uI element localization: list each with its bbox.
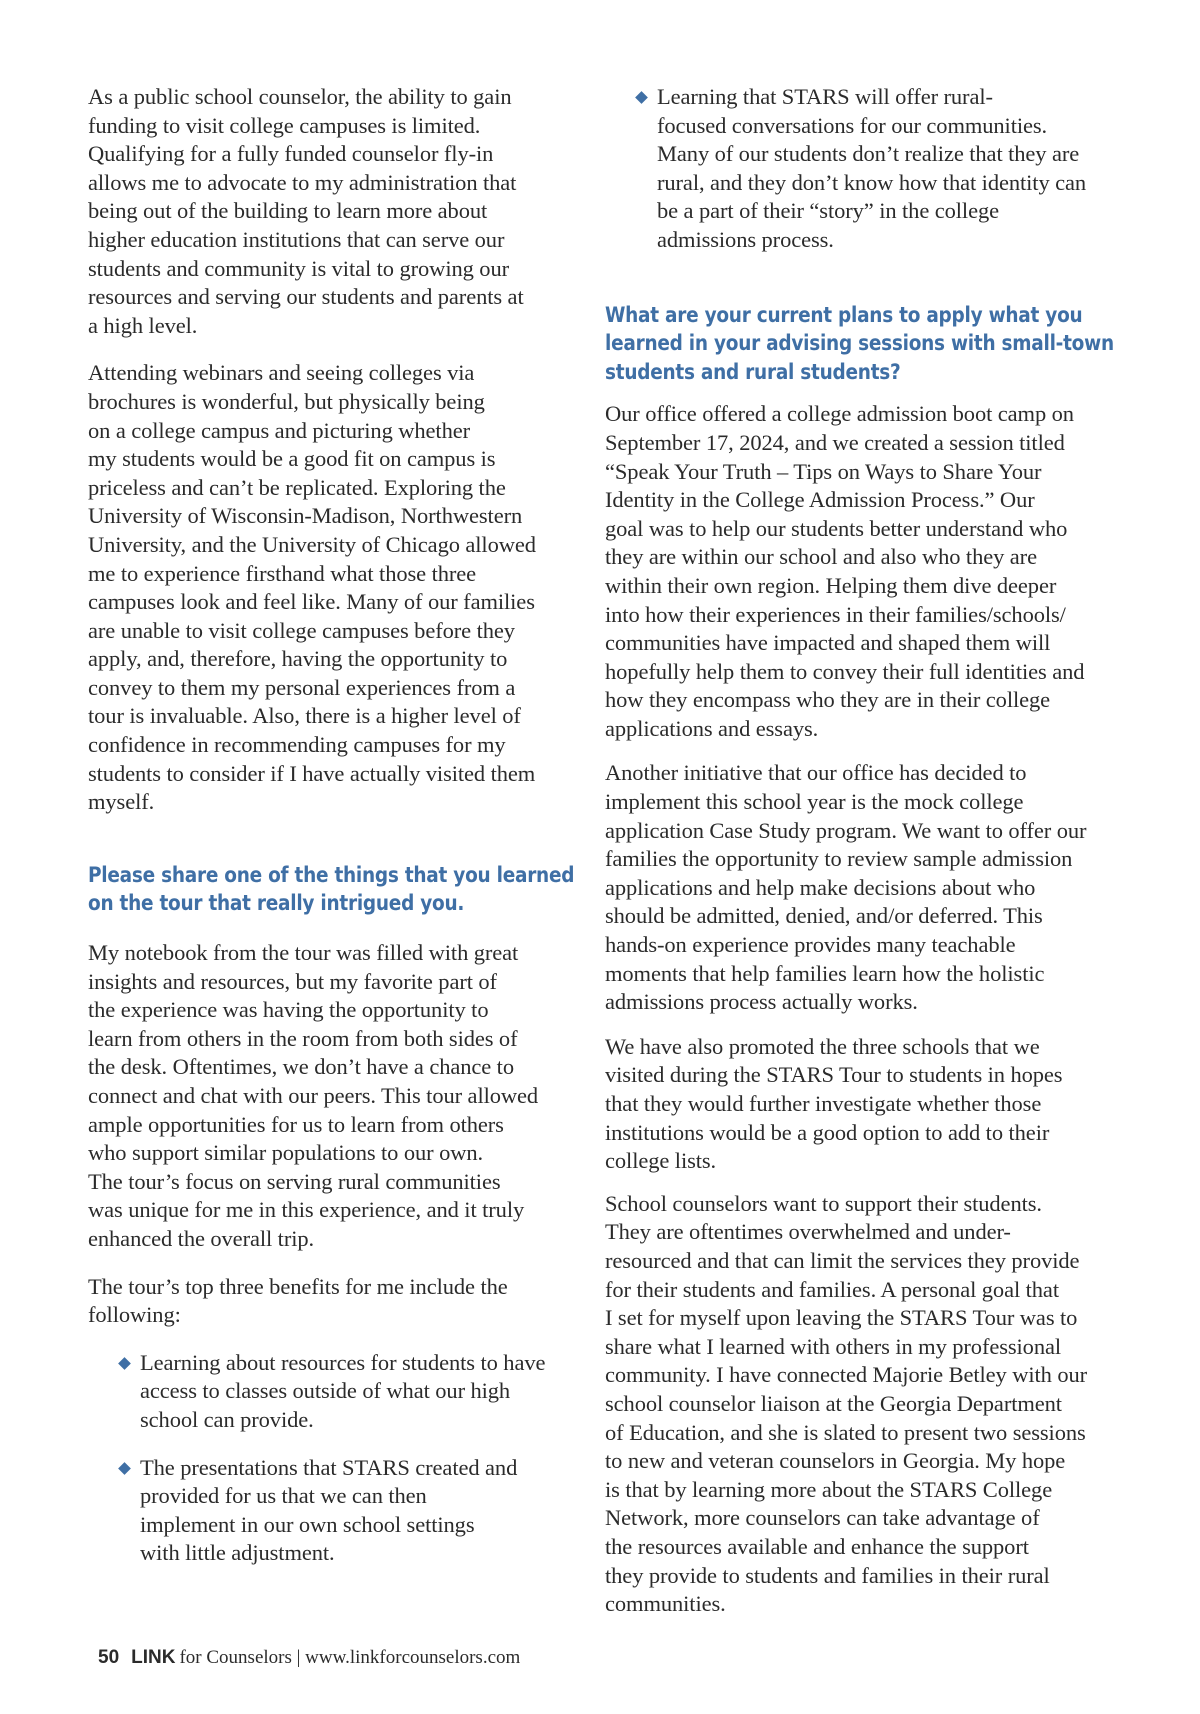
text-line: University, and the University of Chicago allowed <box>88 531 536 557</box>
text-line: application Case Study program. We want to offer our <box>605 817 1087 843</box>
text-line: hopefully help them to convey their full identities and <box>605 658 1085 684</box>
text-line: School counselors want to support their students. <box>605 1190 1042 1216</box>
text-line: on a college campus and picturing whether <box>88 417 471 443</box>
text-line: following: <box>88 1302 181 1328</box>
text-line: Our office offered a college admission boot camp on <box>605 401 1074 427</box>
text-line: visited during the STARS Tour to students in hopes <box>605 1062 1063 1088</box>
text-line: We have also promoted the three schools that we <box>605 1033 1040 1059</box>
text-line: As a public school counselor, the ability to gain <box>88 84 512 109</box>
text-line: communities. <box>605 1591 726 1617</box>
text-line: the desk. Oftentimes, we don’t have a chance to <box>88 1054 514 1080</box>
text-line: goal was to help our students better understand who <box>605 515 1068 541</box>
text-line: college lists. <box>605 1148 717 1174</box>
text-line: to new and veteran counselors in Georgia. My hope <box>605 1448 1066 1474</box>
text-line: insights and resources, but my favorite part of <box>88 968 497 994</box>
diamond-bullet-icon <box>635 91 648 104</box>
text-line: school counselor liaison at the Georgia Department <box>605 1390 1062 1416</box>
bullet-text <box>140 1454 578 1568</box>
list-item <box>635 83 1125 255</box>
text-line: They are oftentimes overwhelmed and under- <box>605 1219 1011 1245</box>
text-line: into how their experiences in their families/schools/ <box>605 601 1066 627</box>
text-line: learned in your advising sessions with small-town <box>605 331 1114 357</box>
text-line: funding to visit college campuses is limited. <box>88 112 481 138</box>
text-line: focused conversations for our communities. <box>657 112 1048 138</box>
benefits-list-continued <box>635 83 1125 255</box>
text-line: hands-on experience provides many teachable <box>605 932 1016 958</box>
text-line: Learning about resources for students to have <box>140 1349 546 1375</box>
text-line: Please share one of the things that you learned <box>88 862 575 888</box>
page-footer <box>98 1646 520 1670</box>
text-line: applications and essays. <box>605 715 819 741</box>
text-line: share what I learned with others in my professional <box>605 1333 1062 1359</box>
text-line: apply, and, therefore, having the opportunity to <box>88 646 508 672</box>
text-line: allows me to advocate to my administration that <box>88 169 517 195</box>
text-line: applications and help make decisions about who <box>605 874 1036 900</box>
heading-learned-on-tour <box>88 862 575 919</box>
text-line: with little adjustment. <box>140 1540 335 1566</box>
text-line: implement in our own school settings <box>140 1511 475 1537</box>
publication-name: LINK <box>131 1647 176 1668</box>
text-line: are unable to visit college campuses before they <box>88 617 515 643</box>
paragraph-notebook <box>88 939 578 1254</box>
text-line: is that by learning more about the STARS College <box>605 1476 1053 1502</box>
text-line: convey to them my personal experiences from a <box>88 674 516 700</box>
text-line: University of Wisconsin-Madison, Northwestern <box>88 503 523 529</box>
text-line: brochures is wonderful, but physically being <box>88 388 485 414</box>
text-line: My notebook from the tour was filled with great <box>88 940 519 966</box>
text-line: for their students and families. A personal goal that <box>605 1276 1059 1302</box>
bullet-text <box>140 1349 578 1435</box>
text-line: that they would further investigate whether those <box>605 1091 1042 1116</box>
right-column <box>605 0 1125 1619</box>
text-line: institutions would be a good option to add to their <box>605 1119 1050 1145</box>
left-column <box>88 0 578 1568</box>
text-line: they provide to students and families in their rural <box>605 1562 1050 1588</box>
list-item <box>118 1349 578 1435</box>
paragraph-boot-camp <box>605 400 1125 743</box>
text-line: be a part of their “story” in the college <box>657 198 1000 224</box>
text-line: Many of our students don’t realize that they are <box>657 141 1080 167</box>
text-line: who support similar populations to our own. <box>88 1140 484 1166</box>
text-line: September 17, 2024, and we created a session titled <box>605 429 1065 455</box>
text-line: tour is invaluable. Also, there is a higher level of <box>88 703 521 729</box>
text-line: on the tour that really intrigued you. <box>88 891 465 917</box>
text-line: families the opportunity to review sample admission <box>605 846 1073 872</box>
text-line: provided for us that we can then <box>140 1483 427 1509</box>
text-line: was unique for me in this experience, and it truly <box>88 1197 525 1223</box>
text-line: my students would be a good fit on campus is <box>88 446 496 472</box>
diamond-bullet-icon <box>118 1462 131 1475</box>
text-line: access to classes outside of what our high <box>140 1378 511 1404</box>
text-line: they are within our school and also who they are <box>605 544 1037 570</box>
paragraph-benefits-intro <box>88 1273 578 1330</box>
text-line: learn from others in the room from both sides of <box>88 1025 518 1051</box>
text-line: of Education, and she is slated to present two sessions <box>605 1419 1086 1445</box>
text-line: resourced and that can limit the services they provide <box>605 1247 1080 1273</box>
text-line: students to consider if I have actually visited them <box>88 760 536 786</box>
text-line: the experience was having the opportunity to <box>88 997 489 1023</box>
text-line: The presentations that STARS created and <box>140 1454 518 1480</box>
text-line: students and rural students? <box>605 359 901 385</box>
text-line: me to experience firsthand what those three <box>88 560 477 586</box>
paragraph-promoted-schools <box>605 1033 1125 1176</box>
benefits-list <box>118 1349 578 1568</box>
text-line: community. I have connected Majorie Betley with our <box>605 1362 1088 1388</box>
text-line: Network, more counselors can take advantage of <box>605 1505 1040 1531</box>
text-line: Another initiative that our office has decided to <box>605 760 1027 786</box>
text-line: implement this school year is the mock college <box>605 789 1024 815</box>
diamond-bullet-icon <box>118 1357 131 1370</box>
text-line: communities have impacted and shaped them will <box>605 630 1051 656</box>
text-line: myself. <box>88 789 155 815</box>
paragraph-webinars <box>88 359 578 817</box>
text-line: I set for myself upon leaving the STARS Tour was to <box>605 1305 1078 1331</box>
text-line: being out of the building to learn more about <box>88 198 488 224</box>
text-line: a high level. <box>88 312 198 338</box>
bullet-text <box>657 83 1125 255</box>
heading-current-plans <box>605 302 1114 388</box>
text-line: campuses look and feel like. Many of our families <box>88 589 535 615</box>
text-line: “Speak Your Truth – Tips on Ways to Share Your <box>605 458 1042 484</box>
paragraph-case-study <box>605 759 1125 1016</box>
text-line: rural, and they don’t know how that identity can <box>657 169 1087 195</box>
text-line: school can provide. <box>140 1406 314 1432</box>
text-line: students and community is vital to growing our <box>88 255 509 281</box>
text-line: Identity in the College Admission Process.” Our <box>605 487 1035 513</box>
text-line: the resources available and enhance the support <box>605 1533 1029 1559</box>
text-line: What are your current plans to apply what you <box>605 302 1083 328</box>
paragraph-funding <box>88 83 578 340</box>
text-line: higher education institutions that can serve our <box>88 226 505 252</box>
text-line: priceless and can’t be replicated. Exploring the <box>88 474 506 500</box>
text-line: resources and serving our students and parents at <box>88 284 524 310</box>
text-line: admissions process. <box>657 226 834 252</box>
list-item <box>118 1454 578 1568</box>
text-line: enhanced the overall trip. <box>88 1225 315 1251</box>
paragraph-school-counselors <box>605 1190 1125 1619</box>
text-line: within their own region. Helping them dive deeper <box>605 572 1057 598</box>
text-line: moments that help families learn how the holistic <box>605 960 1045 986</box>
text-line: Learning that STARS will offer rural- <box>657 84 993 109</box>
footer-site: for Counselors | www.linkforcounselors.com <box>179 1647 521 1668</box>
text-line: should be admitted, denied, and/or deferred. This <box>605 903 1043 929</box>
text-line: confidence in recommending campuses for my <box>88 732 506 758</box>
text-line: how they encompass who they are in their college <box>605 687 1051 713</box>
text-line: The tour’s focus on serving rural communities <box>88 1168 501 1194</box>
text-line: The tour’s top three benefits for me include the <box>88 1273 508 1299</box>
text-line: admissions process actually works. <box>605 989 918 1015</box>
page-number: 50 <box>98 1647 120 1668</box>
text-line: Qualifying for a fully funded counselor fly-in <box>88 141 494 167</box>
text-line: connect and chat with our peers. This tour allowed <box>88 1083 539 1108</box>
text-line: Attending webinars and seeing colleges via <box>88 360 475 386</box>
text-line: ample opportunities for us to learn from others <box>88 1111 504 1137</box>
